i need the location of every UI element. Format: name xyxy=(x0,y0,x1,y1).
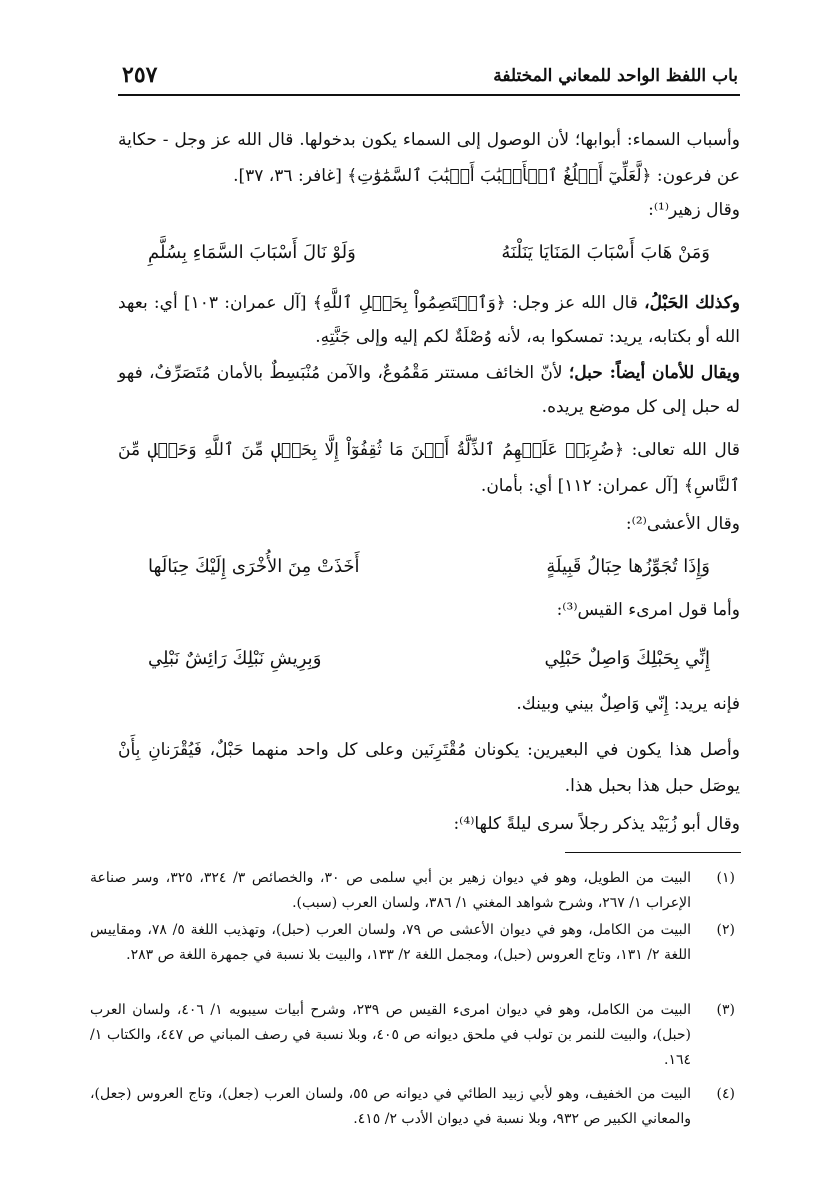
verse-hemistich-second: وَلَوْ نَالَ أَسْبَابَ السَّمَاءِ بِسُلَّمِ xyxy=(148,242,356,263)
footnote-separator xyxy=(565,852,741,853)
paragraph-camels: وأصل هذا يكون في البعيرين: يكونان مُقْتَرِنَين وعلى كل واحد منهما حَبْلٌ، فَيُقْرَنانِ بِأَنْ يوصَل حبل هذا بحبل هذا. xyxy=(118,740,740,796)
verse-imru-al-qays xyxy=(118,648,740,692)
paragraph-asbab: وأسباب السماء: أبوابها؛ لأن الوصول إلى السماء يكون بدخولها. قال الله عز وجل - حكاية عن فرعون: ﴿لَّعَلِّيٓ أَبۡلُغُ ٱلۡأَسۡبَٰبَ أَسۡبَٰبَ ٱلسَّمَٰوَٰتِ﴾ [غافر: ٣٦، ٣٧]. xyxy=(118,130,740,186)
line-imru-intro: وأما قول امرىء القيس⁽³⁾: xyxy=(556,600,740,620)
footnote-3 xyxy=(90,998,735,1078)
paragraph-quran-verse: قال الله تعالى: ﴿ضُرِبَتۡ عَلَيۡهِمُ ٱلذِّلَّةُ أَيۡنَ مَا ثُقِفُوٓاْ إِلَّا بِحَبۡلٖ مِّنَ ٱللَّهِ وَحَبۡلٖ مِّنَ ٱلنَّاسِ﴾ [آل عمران: ١١٢] أي: بأمان. xyxy=(118,440,740,496)
verse-hemistich-first: إِنِّي بِحَبْلِكَ وَاصِلٌ حَبْلِي xyxy=(544,648,710,669)
line-explanation: فإنه يريد: إِنّي وَاصِلٌ بيني وبينك. xyxy=(516,694,740,714)
line-asha-intro: وقال الأعشى⁽²⁾: xyxy=(625,514,740,534)
paragraph-aman-text: لأنّ الخائف مستتر مَقْمُوعٌ، والآمن مُنْبَسِطٌ بالأمان مُتَصَرِّفٌ، فهو له حبل إلى كل موضع يريده. xyxy=(118,363,740,417)
footnote-number: (٢) xyxy=(716,922,735,938)
paragraph-habl-text: قال الله عز وجل: ﴿وَٱعۡتَصِمُواْ بِحَبۡلِ ٱللَّهِ﴾ [آل عمران: ١٠٣] أي: بعهد الله أو بكتابه، يريد: تمسكوا به، لأنه وُصْلَةٌ لكم إليه وإلى جَنَّتِهِ. xyxy=(118,293,740,347)
page-header xyxy=(118,54,740,96)
page-number: ٢٥٧ xyxy=(122,62,158,88)
paragraph-aman xyxy=(118,356,740,424)
footnote-text: البيت من الخفيف، وهو لأبي زبيد الطائي في ديوانه ص ٥٥، ولسان العرب (جعل)، وتاج العروس (جعل)، والمعاني الكبير ص ٩٣٢، وبلا نسبة في ديوان الأدب ٢/ ٤١٥. xyxy=(90,1086,691,1127)
verse-asha xyxy=(118,556,740,600)
footnote-2 xyxy=(90,918,735,998)
footnote-number: (٣) xyxy=(716,1002,735,1018)
footnote-text: البيت من الكامل، وهو في ديوان امرىء القيس ص ٢٣٩، وشرح أبيات سيبويه ١/ ٤٠٦، ولسان العرب (حبل)، والبيت للنمر بن تولب في ملحق ديوانه ص ٤٠٥، وبلا نسبة في رصف المباني ص ٤٤٧، والكتاب ١/ ١٦٤. xyxy=(90,1002,692,1068)
verse-hemistich-first: وَإِذَا تُجَوِّزُها حِبَالُ قَبِيلَةٍ xyxy=(546,556,710,577)
footnote-text: البيت من الكامل، وهو في ديوان الأعشى ص ٧٩، ولسان العرب (حبل)، وتهذيب اللغة ٥/ ٧٨، ومقاييس اللغة ٢/ ١٣١، وتاج العروس (حبل)، ومجمل اللغة ٢/ ١٣٣، والبيت بلا نسبة في جمهرة اللغة ص ٢٨٣. xyxy=(90,922,692,963)
heading-aman: ويقال للأمان أيضاً: حبل؛ xyxy=(568,363,740,383)
footnote-number: (١) xyxy=(716,870,735,886)
line-zuhair-intro: وقال زهير⁽¹⁾: xyxy=(648,200,740,220)
heading-habl: وكذلك الحَبْلُ، xyxy=(644,293,740,313)
footnote-4 xyxy=(90,1082,735,1142)
verse-hemistich-first: وَمَنْ هَابَ أَسْبَابَ المَنَايَا يَنَلْنَهُ xyxy=(501,242,710,263)
footnote-text: البيت من الطويل، وهو في ديوان زهير بن أبي سلمى ص ٣٠، والخصائص ٣/ ٣٢٤، ٣٢٥، وسر صناعة الإعراب ١/ ٢٦٧، وشرح شواهد المغني ١/ ٣٨٦، ولسان العرب (سبب). xyxy=(90,870,692,911)
verse-hemistich-second: وَبِرِيشِ نَبْلِكَ رَائِشٌ نَبْلِي xyxy=(148,648,322,669)
paragraph-habl xyxy=(118,286,740,354)
line-abu-zubaid-intro: وقال أبو زُبَيْد يذكر رجلاً سرى ليلةً كلها⁽⁴⁾: xyxy=(453,814,740,834)
running-title: باب اللفظ الواحد للمعاني المختلفة xyxy=(493,66,738,86)
verse-hemistich-second: أَخَذَتْ مِنَ الأُخْرَى إِلَيْكَ حِبَالَها xyxy=(148,556,360,577)
footnote-number: (٤) xyxy=(716,1086,735,1102)
verse-zuhair xyxy=(118,242,740,286)
